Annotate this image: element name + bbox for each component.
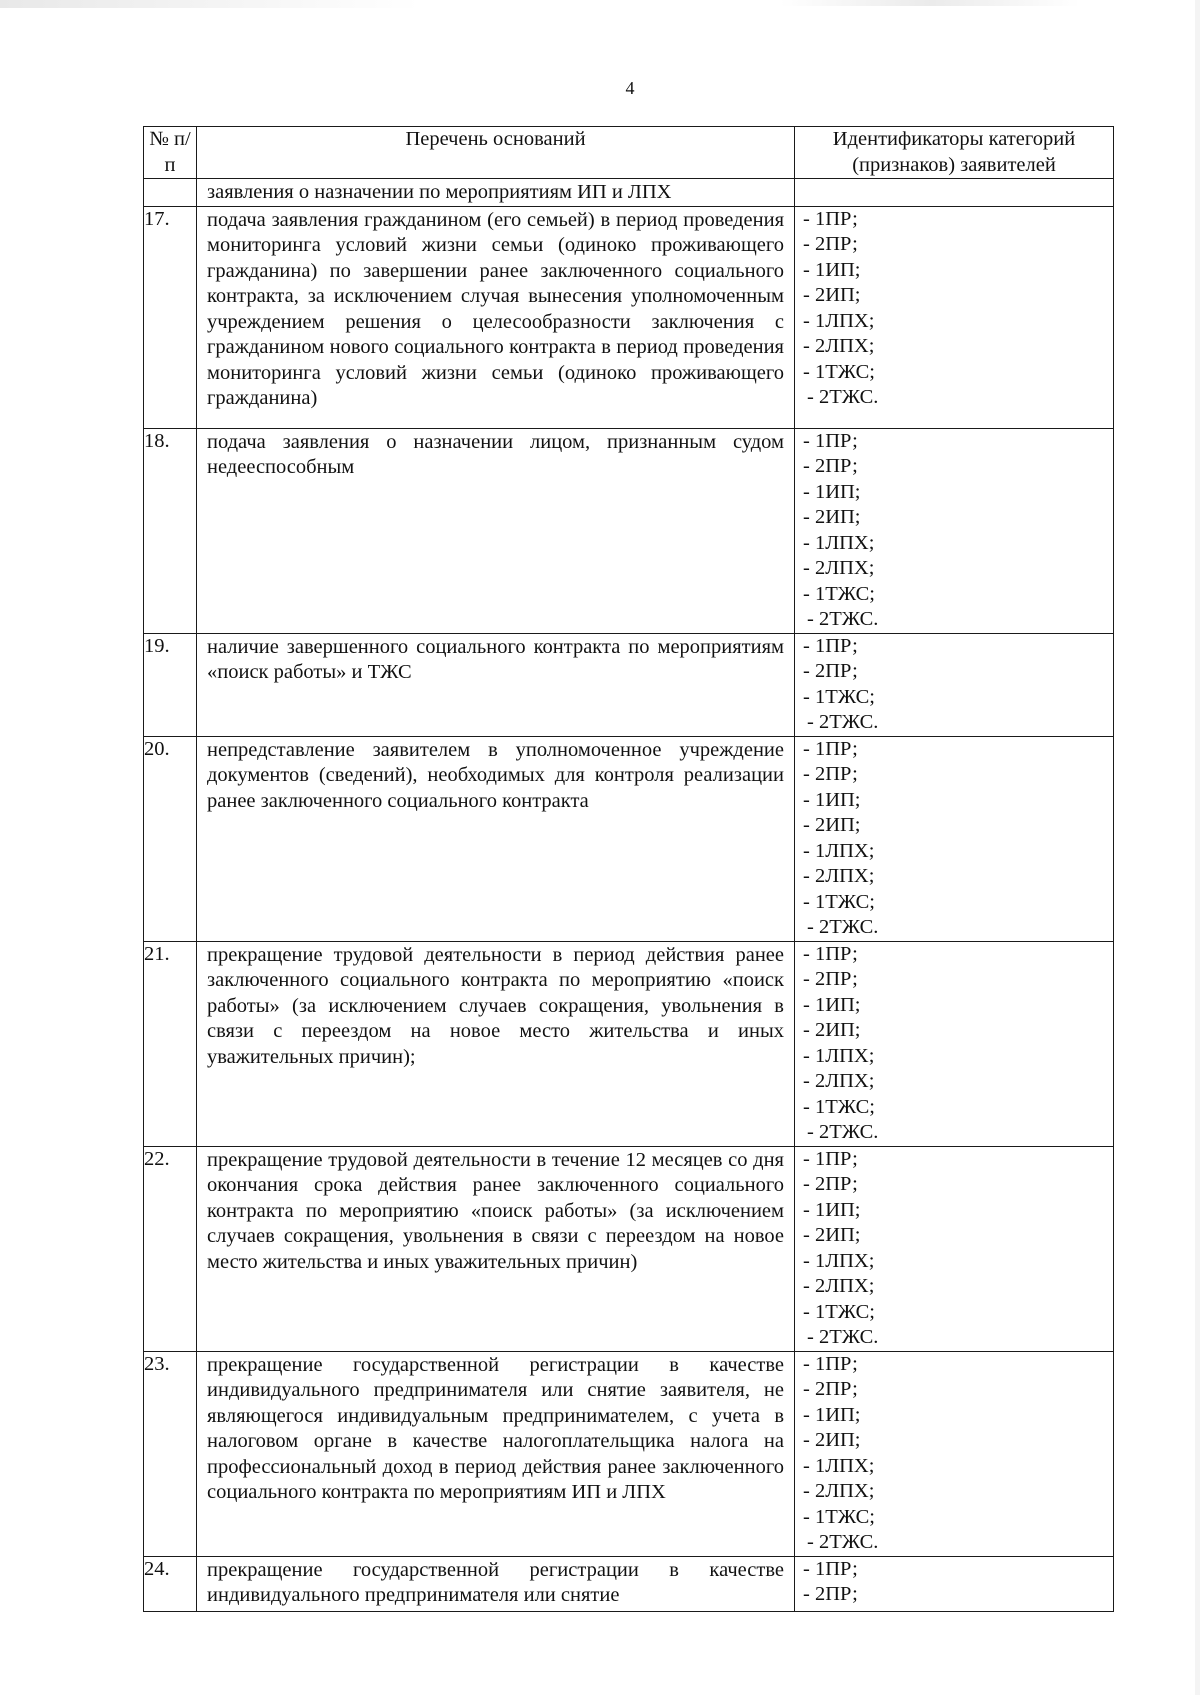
category-code: - 2ЛПХ;: [803, 1275, 875, 1297]
category-code: - 1ПР;: [803, 737, 858, 760]
row-categories: [795, 736, 1114, 941]
scan-artifact-top-left: [0, 0, 420, 8]
category-code: - 1ЛПХ;: [803, 531, 875, 554]
row-text: [197, 633, 795, 736]
row-text: [197, 941, 795, 1146]
category-code: - 2ЛПХ;: [803, 335, 875, 357]
row-num: 23.: [144, 1351, 197, 1556]
row-num: 24.: [144, 1556, 197, 1611]
row-text-content: подача заявления о назначении лицом, признанным судом недееспособным: [207, 430, 784, 478]
row-text-content: прекращение трудовой деятельности в период действия ранее заключенного социального контракта по мероприятию «поиск работы» (за исключением случаев сокращения, увольнения в связи с переездом на новое место жительства и иных уважительных причин);: [207, 943, 784, 1068]
category-code: - 2ЛПХ;: [803, 1070, 875, 1092]
category-code: - 2ТЖС.: [807, 1121, 879, 1143]
category-code: - 2ТЖС.: [807, 916, 879, 938]
category-code: - 1ТЖС;: [803, 360, 875, 383]
table-row: [144, 941, 1114, 1146]
category-code: - 2ПР;: [803, 968, 858, 990]
row-text-content: прекращение трудовой деятельности в течение 12 месяцев со дня окончания срока действия ранее заключенного социального контракта по мероприятию «поиск работы» (за исключением случаев сокращения, увольнения в связи с переездом на новое место жительства и иных уважительных причин): [207, 1148, 784, 1273]
category-code: - 2ТЖС.: [807, 386, 879, 408]
category-code: - 2ПР;: [803, 233, 858, 255]
category-code: - 1ИП;: [803, 480, 861, 503]
category-code: - 2ИП;: [803, 1224, 861, 1246]
category-code: - 2ПР;: [803, 763, 858, 785]
category-code: - 1ТЖС;: [803, 1300, 875, 1323]
category-code: - 2ТЖС.: [807, 608, 879, 630]
row-categories: [795, 1556, 1114, 1611]
row-num: 17.: [144, 206, 197, 428]
header-categories: Идентификаторы категорий (признаков) заявителей: [795, 127, 1114, 179]
row-text-content: наличие завершенного социального контракта по мероприятиям «поиск работы» и ТЖС: [207, 635, 784, 683]
category-code: - 2ЛПХ;: [803, 557, 875, 579]
category-code: - 1ЛПХ;: [803, 1454, 875, 1477]
category-code: - 1ИП;: [803, 788, 861, 811]
category-code: - 2ИП;: [803, 506, 861, 528]
row-text: [197, 206, 795, 428]
category-code: - 1ЛПХ;: [803, 1044, 875, 1067]
scan-edge: [1195, 0, 1200, 1695]
grounds-table: [143, 126, 1114, 1612]
category-code: - 1ТЖС;: [803, 1095, 875, 1118]
category-code: - 1ИП;: [803, 1198, 861, 1221]
category-code: - 1ТЖС;: [803, 1505, 875, 1528]
row-text-content: прекращение государственной регистрации в качестве индивидуального предпринимателя или снятие заявителя, не являющегося индивидуальным предпринимателем, с учета в налоговом органе в качестве налогоплательщика налога на профессиональный доход в период действия ранее заключенного социального контракта по мероприятиям ИП и ЛПХ: [207, 1353, 784, 1503]
category-code: - 1ТЖС;: [803, 582, 875, 605]
table-row: [144, 428, 1114, 633]
category-code: - 1ИП;: [803, 258, 861, 281]
category-code: - 1ЛПХ;: [803, 309, 875, 332]
category-code: - 2ТЖС.: [807, 1326, 879, 1348]
row-num: [144, 179, 197, 207]
row-text-content: подача заявления гражданином (его семьей) в период проведения мониторинга условий жизни семьи (одиноко проживающего гражданина) по завершении ранее заключенного социального контракта, за исключением случая вынесения уполномоченным учреждением решения о целесообразности заключения с гражданином нового социального контракта в период проведения мониторинга условий жизни семьи (одиноко проживающего гражданина): [207, 208, 784, 409]
header-basis: Перечень оснований: [197, 127, 795, 179]
category-code: - 2ПР;: [803, 455, 858, 477]
table-row: [144, 1146, 1114, 1351]
category-code: - 1ПР;: [803, 1352, 858, 1375]
row-num: 18.: [144, 428, 197, 633]
table-row-continuation: [144, 179, 1114, 207]
row-text: заявления о назначении по мероприятиям ИП и ЛПХ: [197, 179, 795, 207]
table-row: [144, 736, 1114, 941]
row-categories: [795, 428, 1114, 633]
row-num: 19.: [144, 633, 197, 736]
table-row: [144, 1556, 1114, 1611]
category-code: - 2ПР;: [803, 1583, 858, 1605]
row-text-content: прекращение государственной регистрации в качестве индивидуального предпринимателя или снятие: [207, 1558, 784, 1606]
category-code: - 1ПР;: [803, 1147, 858, 1170]
row-text: [197, 1556, 795, 1611]
category-code: - 2ИП;: [803, 284, 861, 306]
category-code: - 2ТЖС.: [807, 1531, 879, 1553]
category-code: - 1ПР;: [803, 942, 858, 965]
table-row: [144, 1351, 1114, 1556]
category-code: - 1ИП;: [803, 1403, 861, 1426]
category-code: - 1ИП;: [803, 993, 861, 1016]
row-text: [197, 428, 795, 633]
table-row: [144, 633, 1114, 736]
category-code: - 1ПР;: [803, 207, 858, 230]
row-text: [197, 1146, 795, 1351]
category-code: - 1ПР;: [803, 429, 858, 452]
table-row: [144, 206, 1114, 428]
category-code: - 2ЛПХ;: [803, 865, 875, 887]
row-num: 22.: [144, 1146, 197, 1351]
row-categories: [795, 633, 1114, 736]
row-text: [197, 736, 795, 941]
category-code: - 2ИП;: [803, 1429, 861, 1451]
category-code: - 2ПР;: [803, 1173, 858, 1195]
category-code: - 2ИП;: [803, 814, 861, 836]
category-code: - 2ЛПХ;: [803, 1480, 875, 1502]
row-num: 20.: [144, 736, 197, 941]
row-num: 21.: [144, 941, 197, 1146]
category-code: - 1ЛПХ;: [803, 839, 875, 862]
row-categories: [795, 941, 1114, 1146]
row-categories: [795, 206, 1114, 428]
category-code: - 1ЛПХ;: [803, 1249, 875, 1272]
category-code: - 2ТЖС.: [807, 711, 879, 733]
row-categories: [795, 1351, 1114, 1556]
row-cats: [795, 179, 1114, 207]
row-text-content: непредставление заявителем в уполномоченное учреждение документов (сведений), необходимых для контроля реализации ранее заключенного социального контракта: [207, 738, 784, 812]
category-code: - 1ПР;: [803, 1557, 858, 1580]
category-code: - 1ТЖС;: [803, 685, 875, 708]
scan-artifact-top-right: [780, 0, 1080, 6]
header-num: № п/п: [144, 127, 197, 179]
category-code: - 2ПР;: [803, 1378, 858, 1400]
table-header-row: [144, 127, 1114, 179]
page-number: 4: [625, 78, 635, 98]
category-code: - 1ПР;: [803, 634, 858, 657]
category-code: - 1ТЖС;: [803, 890, 875, 913]
row-categories: [795, 1146, 1114, 1351]
row-text: [197, 1351, 795, 1556]
category-code: - 2ИП;: [803, 1019, 861, 1041]
category-code: - 2ПР;: [803, 660, 858, 682]
table-body: [144, 179, 1114, 1612]
